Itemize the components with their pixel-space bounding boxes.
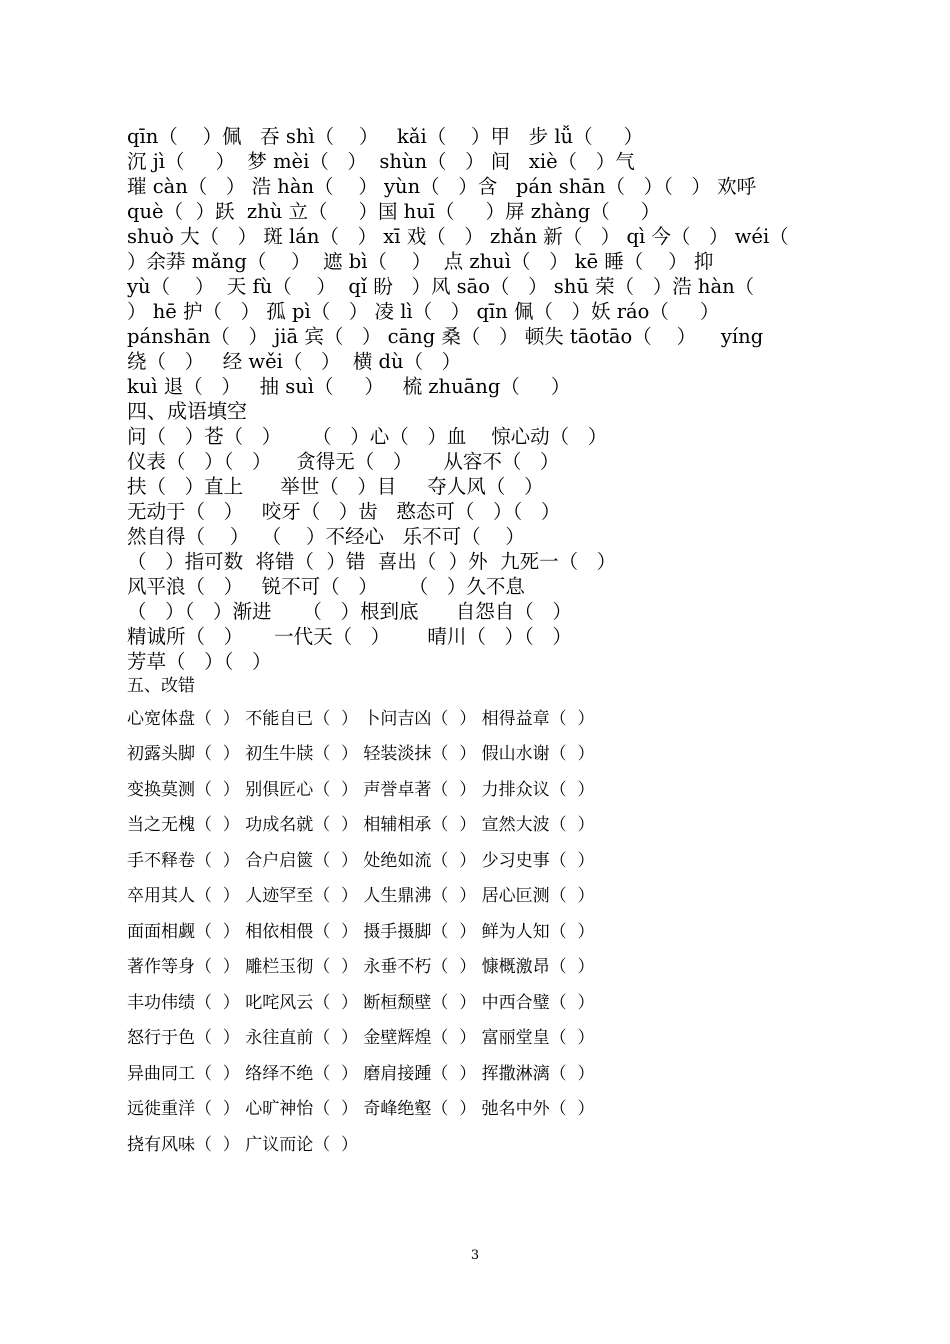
- correction-line: 丰功伟绩（ ） 叱咤风云（ ） 断桓颓壁（ ） 中西合璧（ ）: [127, 993, 595, 1013]
- correction-line: 变换莫测（ ） 别俱匠心（ ） 声誉卓著（ ） 力排众议（ ）: [127, 780, 595, 800]
- pinyin-line: 璀 càn（ ） 浩 hàn（ ） yùn（ ）含 pán shān（ ）（ ） 欢呼: [127, 175, 757, 198]
- pinyin-line: shuò 大（ ） 斑 lán（ ） xī 戏（ ） zhǎn 新（ ） qì 今（ ） wéi（: [127, 225, 789, 248]
- correction-line: 挠有风味（ ） 广议而论（ ）: [127, 1135, 359, 1155]
- pinyin-line: ） hē 护（ ） 孤 pì（ ） 凌 lì（ ） qīn 佩（ ）妖 ráo（ ）: [127, 300, 720, 323]
- pinyin-line: ）余莽 mǎng（ ） 遮 bì（ ） 点 zhuì（ ） kē 睡（ ） 抑: [127, 250, 714, 273]
- idiom-fill-line: （ ）指可数 将错（ ）错 喜出（ ）外 九死一（ ）: [127, 550, 617, 573]
- pinyin-line: pánshān（ ） jiā 宾（ ） cāng 桑（ ） 顿失 tāotāo（ ） yíng: [127, 325, 764, 348]
- correction-line: 著作等身（ ） 雕栏玉彻（ ） 永垂不朽（ ） 慷概激昂（ ）: [127, 957, 595, 977]
- idiom-fill-line: （ ）（ ）渐进 （ ）根到底 自怨自（ ）: [127, 600, 572, 623]
- idiom-fill-line: 然自得（ ） （ ）不经心 乐不可（ ）: [127, 525, 525, 548]
- correction-line: 初露头脚（ ） 初生牛牍（ ） 轻装淡抹（ ） 假山水谢（ ）: [127, 744, 595, 764]
- pinyin-line: 绕（ ） 经 wěi（ ） 横 dù（ ）: [127, 350, 462, 373]
- pinyin-line: qīn（ ）佩 吞 shì（ ） kǎi（ ）甲 步 lǚ（ ）: [127, 125, 644, 148]
- idiom-fill-line: 精诚所（ ） 一代天（ ） 晴川（ ）（ ）: [127, 625, 572, 648]
- correction-line: 异曲同工（ ） 络绎不绝（ ） 磨肩接踵（ ） 挥撒淋漓（ ）: [127, 1064, 595, 1084]
- correction-line: 怒行于色（ ） 永往直前（ ） 金壁辉煌（ ） 富丽堂皇（ ）: [127, 1028, 595, 1048]
- correction-line: 面面相觑（ ） 相依相偎（ ） 摄手摄脚（ ） 鲜为人知（ ）: [127, 922, 595, 942]
- idiom-fill-line: 问（ ）苍（ ） （ ）心（ ）血 惊心动（ ）: [127, 425, 608, 448]
- idiom-fill-line: 芳草（ ）（ ）: [127, 650, 272, 673]
- pinyin-line: yù（ ） 天 fù（ ） qǐ 盼 ）风 sāo（ ） shū 荣（ ）浩 hàn（: [127, 275, 755, 298]
- idiom-fill-line: 无动于（ ） 咬牙（ ）齿 憨态可（ ）（ ）: [127, 500, 561, 523]
- section-4-title: 四、成语填空: [127, 399, 247, 423]
- correction-line: 当之无槐（ ） 功成名就（ ） 相辅相承（ ） 宣然大波（ ）: [127, 815, 595, 835]
- correction-line: 心宽体盘（ ） 不能自已（ ） 卜问吉凶（ ） 相得益章（ ）: [127, 709, 595, 729]
- pinyin-line: 沉 jì（ ） 梦 mèi（ ） shùn（ ） 间 xiè（ ）气: [127, 150, 635, 173]
- idiom-fill-line: 仪表（ ）（ ） 贪得无（ ） 从容不（ ）: [127, 450, 560, 473]
- section-5-title: 五、改错: [127, 676, 195, 696]
- page-number: 3: [470, 1248, 480, 1263]
- pinyin-line: kuì 退（ ） 抽 suì（ ） 梳 zhuāng（ ）: [127, 375, 571, 398]
- correction-line: 远徙重洋（ ） 心旷神怡（ ） 奇峰绝壑（ ） 弛名中外（ ）: [127, 1099, 595, 1119]
- pinyin-line: què（ ）跃 zhù 立（ ）国 huī（ ）屏 zhàng（ ）: [127, 200, 661, 223]
- idiom-fill-line: 扶（ ）直上 举世（ ）目 夺人风（ ）: [127, 475, 544, 498]
- correction-line: 手不释卷（ ） 合户启篋（ ） 处绝如流（ ） 少习史事（ ）: [127, 851, 595, 871]
- correction-line: 卒用其人（ ） 人迹罕至（ ） 人生鼎沸（ ） 居心叵测（ ）: [127, 886, 595, 906]
- idiom-fill-line: 风平浪（ ） 锐不可（ ） （ ）久不息: [127, 575, 525, 598]
